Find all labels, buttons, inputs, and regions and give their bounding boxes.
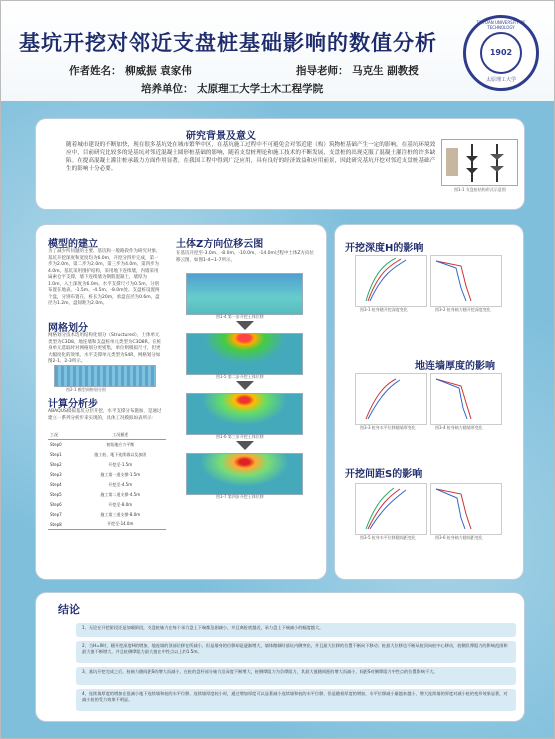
unit: 培养单位： 太原理工大学土木工程学院 (141, 83, 324, 95)
table-cell: 开挖至-4.5m (108, 481, 133, 487)
table-cell: 开挖至-8.0m (108, 501, 133, 507)
arrow-down-icon (236, 441, 254, 450)
table-header: 工况描述 (112, 432, 129, 437)
conclusion-item: 1、无论在开挖阶段还是加载阶段，支盘桩轴力在每个承力盘上下端都急剧减小，并且离桩底越近，承力盘上下端减小的幅度越大。 (76, 623, 516, 637)
advisor: 指导老师： 马克生 副教授 (296, 65, 419, 77)
model-title: 模型的建立 (48, 239, 98, 250)
table-cell: Step4 (50, 482, 62, 487)
right-caption-1: 图3-1 桩身随开挖深度变化 (360, 307, 408, 312)
table-cell: 施工桩、地下连续墙以及加固 (94, 451, 147, 457)
background-title: 研究背景及意义 (186, 131, 256, 142)
cloud-caption-2: 图1-5 第二步开挖土体位移 (216, 374, 264, 379)
right-caption-5: 图3-5 桩身水平位移随间距变化 (360, 535, 416, 540)
table-cell: 施工第三道支撑-8.0m (100, 511, 141, 517)
wall-axial-curves (431, 374, 501, 424)
background-text: 随着城市建设的不断加快，现在很多基坑处在城市繁华中区，在基坑施工过程中不可避免会对邻近建（构）筑物桩基础产生一定的影响。在基坑环境效应中，目前研究比较多的是基坑对邻近混凝土圆形桩基础的影响，随着支盘桩理论和施工技术的不断发展，支盘桩的出现克服了混凝土灌注桩的许多缺陷。在提高混凝土灌注桩承载力方面作用显著，在我国工程中得到广泛应用，具有良好的经济效益和应用前景，因此研究基坑开挖对邻近支盘桩基础产生的影响十分必要。 (66, 142, 436, 172)
logo-ring-text: TAIYUAN UNIVERSITY OF TECHNOLOGY (476, 20, 526, 30)
table-cell: 开挖至-14.0m (107, 521, 134, 527)
spacing-title: 开挖间距S的影响 (345, 469, 423, 480)
table-row (48, 450, 166, 460)
mesh-text: 网格划分技术选用结构化划分（Structured），土体单元类型为C3D8，地连墙和支盘桩单元类型为C3D8R。在桩身单元选取时对网格划分更密集，单位则模拟尺寸，但更大幅度化的效果。水平支撑单元类型为S4R，网格划分如图2-1、2-3所示。 (48, 333, 162, 364)
table-row (48, 490, 166, 500)
table-cell: Step7 (50, 512, 62, 517)
conclusion-panel (36, 593, 524, 721)
model-text: 为了减少所问题的主要、基坑和一般路段作为研究对象，基坑开挖深度和宽度均为6.0m，开挖分四步完成，第一步为2.0m，第二步为2.0m，第三步为4.0m，第四步为4.0m。基坑采用围护结构，采用地下连续墙，内墙采用扁索仓平支撑，墙下连续墙为钢筋混凝土，墙厚为1.0m，入土深度为6.0m。水平支撑尺寸为0.5m，分别布置在地表、-1.5m、-4.5m、-8.0m处。支盘桩设置两个盘，分别布置在，桩长为20m，承盘直径为0.6m，盘径为1.2m，盘间距为2.0m。 (48, 249, 161, 306)
cloud-caption-4: 图1-7 第四步开挖土体位移 (216, 494, 264, 499)
table-row (48, 460, 166, 470)
steps-table (48, 431, 166, 530)
background-panel (36, 119, 524, 209)
spacing-axial-chart (430, 483, 502, 535)
header (1, 1, 555, 101)
steps-text: ABAQUS模拟基坑分层开挖，水平支撑分布施加，是通过建立一系列分析步来实现的，具体工况模拟如表所示： (48, 409, 162, 421)
depth-axial-chart (430, 255, 502, 307)
pile-structure-figure (441, 139, 518, 186)
table-header-row (48, 431, 166, 440)
pile-sketch (442, 140, 517, 185)
cloud-text: 在基坑开挖至-3.0m、-8.0m、-10.0m、-14.0m过程中土体Z方向位移云图，如图1-4~1-7所示。 (176, 251, 314, 263)
cloud-caption-3: 图1-6 第三步开挖土体位移 (216, 434, 264, 439)
table-row (48, 520, 166, 530)
table-row (48, 440, 166, 450)
method-panel (36, 225, 326, 579)
cloud-caption-1: 图1-4 第一步开挖土体位移 (216, 314, 264, 319)
conclusion-item: 4、连续墙厚度的增加在很减小地下连续墙和桩的水平位移，连续墙厚度较小时，通过增加厚度可以显著减小连续墙和桩的水平位移，但是随着厚度的增加，水平位移减小量越来越小，增大连续墙的厚度对减小桩的变形效果显著，对减小桩的受力效果不明显。 (76, 689, 516, 711)
authors: 作者姓名： 柳威振 袁家伟 (69, 65, 192, 77)
displacement-plot-2 (186, 333, 303, 375)
wall-title: 地连墙厚度的影响 (415, 361, 495, 372)
table-row (48, 470, 166, 480)
table-cell: 开挖至-1.5m (108, 461, 133, 467)
spacing-axial-curves (431, 484, 501, 534)
logo-emblem (480, 32, 522, 74)
wall-displacement-curves (356, 374, 426, 424)
table-row (48, 480, 166, 490)
spacing-displacement-chart (355, 483, 427, 535)
cloud-title: 土体Z方向位移云图 (176, 239, 264, 250)
table-cell: Step3 (50, 472, 62, 477)
arrow-down-icon (236, 321, 254, 330)
table-cell: Step6 (50, 502, 62, 507)
table-cell: Step1 (50, 452, 62, 457)
wall-axial-chart (430, 373, 502, 425)
conclusion-title: 结论 (58, 603, 80, 616)
background-fig-caption: 图1-1 支盘桩结构形式示意图 (454, 187, 506, 192)
university-logo (463, 15, 539, 91)
table-cell: Step2 (50, 462, 62, 467)
table-row (48, 500, 166, 510)
table-row (48, 510, 166, 520)
steps-title: 计算分析步 (48, 399, 98, 410)
mesh-title: 网格划分 (48, 323, 88, 334)
results-panel (335, 225, 523, 579)
depth-axial-curves (431, 256, 501, 306)
right-caption-4: 图3-4 桩身轴力随墙厚变化 (435, 425, 483, 430)
right-caption-2: 图3-2 桩身轴力随开挖深度变化 (435, 307, 491, 312)
displacement-plot-3 (186, 393, 303, 435)
table-cell: 初始地应力平衡 (106, 441, 135, 447)
table-header: 工况 (50, 432, 58, 437)
depth-title: 开挖深度H的影响 (345, 243, 424, 254)
table-cell: Step8 (50, 521, 62, 527)
displacement-plot-4 (186, 453, 303, 495)
arrow-down-icon (236, 381, 254, 390)
table-cell: Step5 (50, 492, 62, 497)
logo-year: 1902 (489, 48, 513, 57)
displacement-plot-1 (186, 273, 303, 315)
table-cell: 施工第二道支撑-4.5m (100, 491, 141, 497)
depth-displacement-chart (355, 255, 427, 307)
table-cell: 施工第一道支撑-1.5m (100, 471, 141, 477)
mesh-fig-caption: 图2-1 模型网格划分图 (66, 387, 106, 392)
right-caption-3: 图3-3 桩身水平位移随墙厚变化 (360, 425, 416, 430)
right-caption-6: 图3-6 桩身轴力随间距变化 (435, 535, 483, 540)
logo-cn: 太原理工大学 (485, 77, 516, 83)
spacing-displacement-curves (356, 484, 426, 534)
conclusion-item: 2、当H=0时，随开挖深度H的增加，地连墙的顶部位移在所减小，但是墙身的位移却是逐渐增大，墙体微倾时基坑内侧突出，并且最大位移的位置不断向下移动；桩最大位移也不断从桩顶向桩中心移动，桩侧负摩阻力的影响范围和最大值不断增大，并且桩侧摩阻力最大值在中性点以上约1.5m。 (76, 641, 516, 663)
poster-title: 基坑开挖对邻近支盘桩基础影响的数值分析 (19, 31, 437, 55)
conclusion-item: 3、基坑开挖完成之后，桩轴力随间距S的增大而减小，在桩的盘杆部分轴力沿深度不断增大，桩侧摩阻力为负摩阻力，其最大值随间距的增大而减小，间距S对侧摩阻力中性点的位置影响不大。 (76, 667, 516, 685)
table-cell: Step0 (50, 442, 62, 448)
wall-displacement-chart (355, 373, 427, 425)
mesh-figure (54, 365, 156, 387)
depth-displacement-curves (356, 256, 426, 306)
